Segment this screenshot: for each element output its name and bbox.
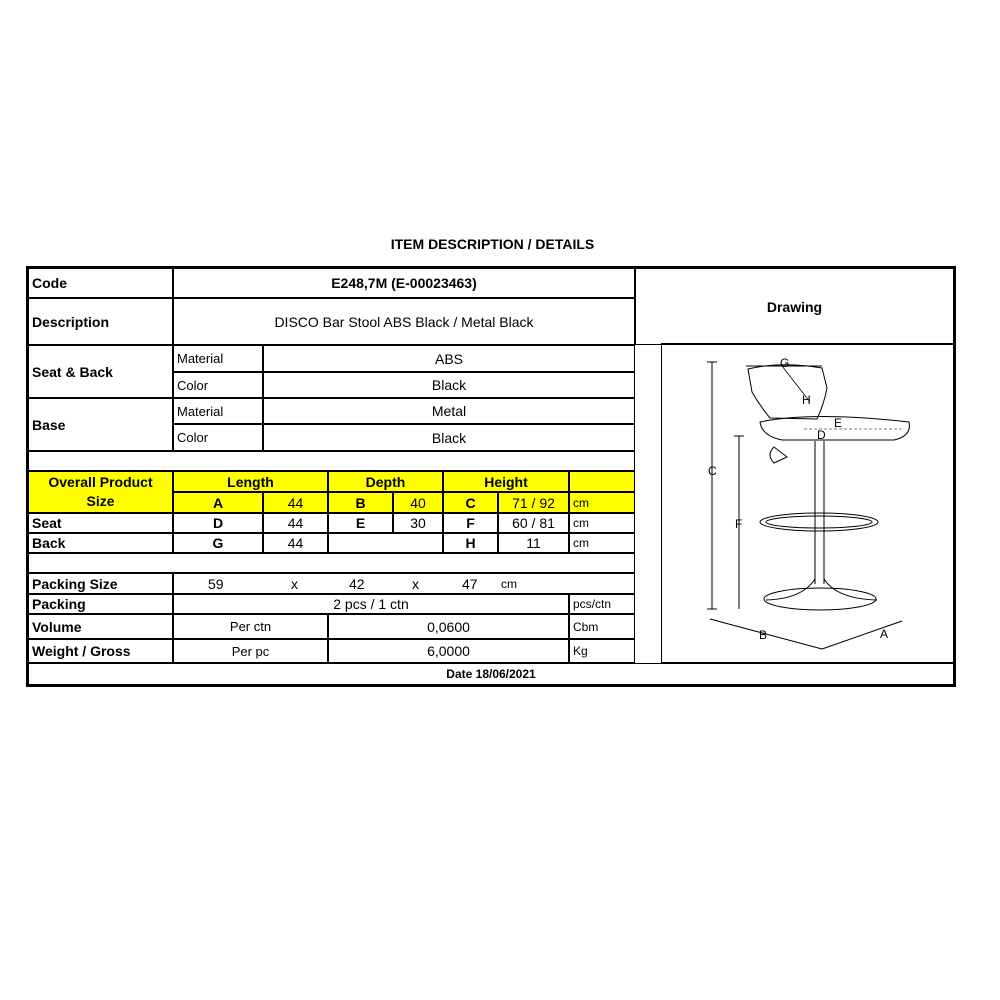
unit-header [569, 471, 635, 492]
drawing-letter-b: B [759, 628, 768, 642]
overall-size-header-line1: Overall Product [48, 474, 153, 490]
dim-h-label: H [443, 533, 498, 553]
dim-g-value: 44 [263, 533, 328, 553]
drawing-letter-f: F [735, 517, 743, 531]
depth-header: Depth [328, 471, 443, 492]
packing-size-width: 42 [349, 575, 365, 592]
weight-value: 6,0000 [328, 639, 569, 663]
dim-d-label: D [173, 513, 263, 533]
base-label: Base [28, 398, 173, 451]
seat-back-label: Seat & Back [28, 345, 173, 398]
base-color-label: Color [173, 424, 263, 451]
drawing-letter-c: C [708, 464, 717, 478]
dim-b-value: 40 [393, 492, 443, 513]
volume-label: Volume [28, 614, 173, 639]
back-depth-empty [328, 533, 443, 553]
drawing-letter-g: G [780, 356, 790, 370]
base-color-value: Black [263, 424, 635, 451]
packing-size-height: 47 [462, 575, 478, 592]
dim-overall-unit: cm [569, 492, 635, 513]
dim-d-value: 44 [263, 513, 328, 533]
spacer-row-2 [28, 553, 635, 573]
dim-h-value: 11 [498, 533, 569, 553]
description-label: Description [28, 298, 173, 345]
back-dim-label: Back [28, 533, 173, 553]
stool-base-flare [766, 579, 877, 600]
packing-size-length: 59 [208, 575, 224, 592]
volume-value: 0,0600 [328, 614, 569, 639]
date-footer: Date 18/06/2021 [28, 663, 954, 685]
dim-c-value: 71 / 92 [498, 492, 569, 513]
length-header: Length [173, 471, 328, 492]
overall-size-header-line2: Size [86, 493, 115, 509]
overall-size-header [28, 471, 173, 513]
weight-basis: Per pc [173, 639, 328, 663]
dim-f-label: F [443, 513, 498, 533]
seat-back-color-value: Black [263, 372, 635, 398]
dim-a-value: 44 [263, 492, 328, 513]
packing-size-x1: x [291, 575, 298, 592]
dim-b-label: B [328, 492, 393, 513]
code-value: E248,7M (E-00023463) [173, 268, 635, 298]
packing-size-label: Packing Size [28, 573, 173, 594]
back-dim-unit: cm [569, 533, 635, 553]
spec-sheet [26, 266, 956, 687]
packing-size-x2: x [412, 575, 419, 592]
base-material-label: Material [173, 398, 263, 424]
volume-basis: Per ctn [173, 614, 328, 639]
dim-g-label: G [173, 533, 263, 553]
page-title: ITEM DESCRIPTION / DETAILS [390, 236, 595, 252]
dim-e-value: 30 [393, 513, 443, 533]
dim-c-label: C [443, 492, 498, 513]
seat-back-material-value: ABS [263, 345, 635, 372]
weight-label: Weight / Gross [28, 639, 173, 663]
drawing-letter-e: E [834, 416, 843, 430]
description-value: DISCO Bar Stool ABS Black / Metal Black [173, 298, 635, 345]
bar-stool-drawing [662, 344, 953, 662]
packing-size-row [173, 573, 635, 594]
base-material-value: Metal [263, 398, 635, 424]
dim-a-label: A [173, 492, 263, 513]
drawing-letter-a: A [880, 627, 889, 641]
seat-dim-unit: cm [569, 513, 635, 533]
weight-unit: Kg [569, 639, 635, 663]
packing-size-unit: cm [501, 576, 517, 591]
code-label: Code [28, 268, 173, 298]
height-header: Height [443, 471, 569, 492]
spacer-row [28, 451, 635, 471]
drawing-letter-h: H [802, 393, 811, 407]
packing-unit: pcs/ctn [569, 594, 635, 614]
volume-unit: Cbm [569, 614, 635, 639]
drawing-header: Drawing [635, 268, 954, 345]
dim-f-value: 60 / 81 [498, 513, 569, 533]
packing-label: Packing [28, 594, 173, 614]
stool-lever [770, 447, 787, 463]
dim-e-label: E [328, 513, 393, 533]
packing-value: 2 pcs / 1 ctn [173, 594, 569, 614]
seat-back-material-label: Material [173, 345, 263, 372]
drawing-panel [661, 343, 954, 663]
dim-a-line [822, 621, 902, 649]
drawing-letter-d: D [817, 428, 826, 442]
seat-dim-label: Seat [28, 513, 173, 533]
stool-footrest-inner [766, 516, 872, 528]
seat-back-color-label: Color [173, 372, 263, 398]
